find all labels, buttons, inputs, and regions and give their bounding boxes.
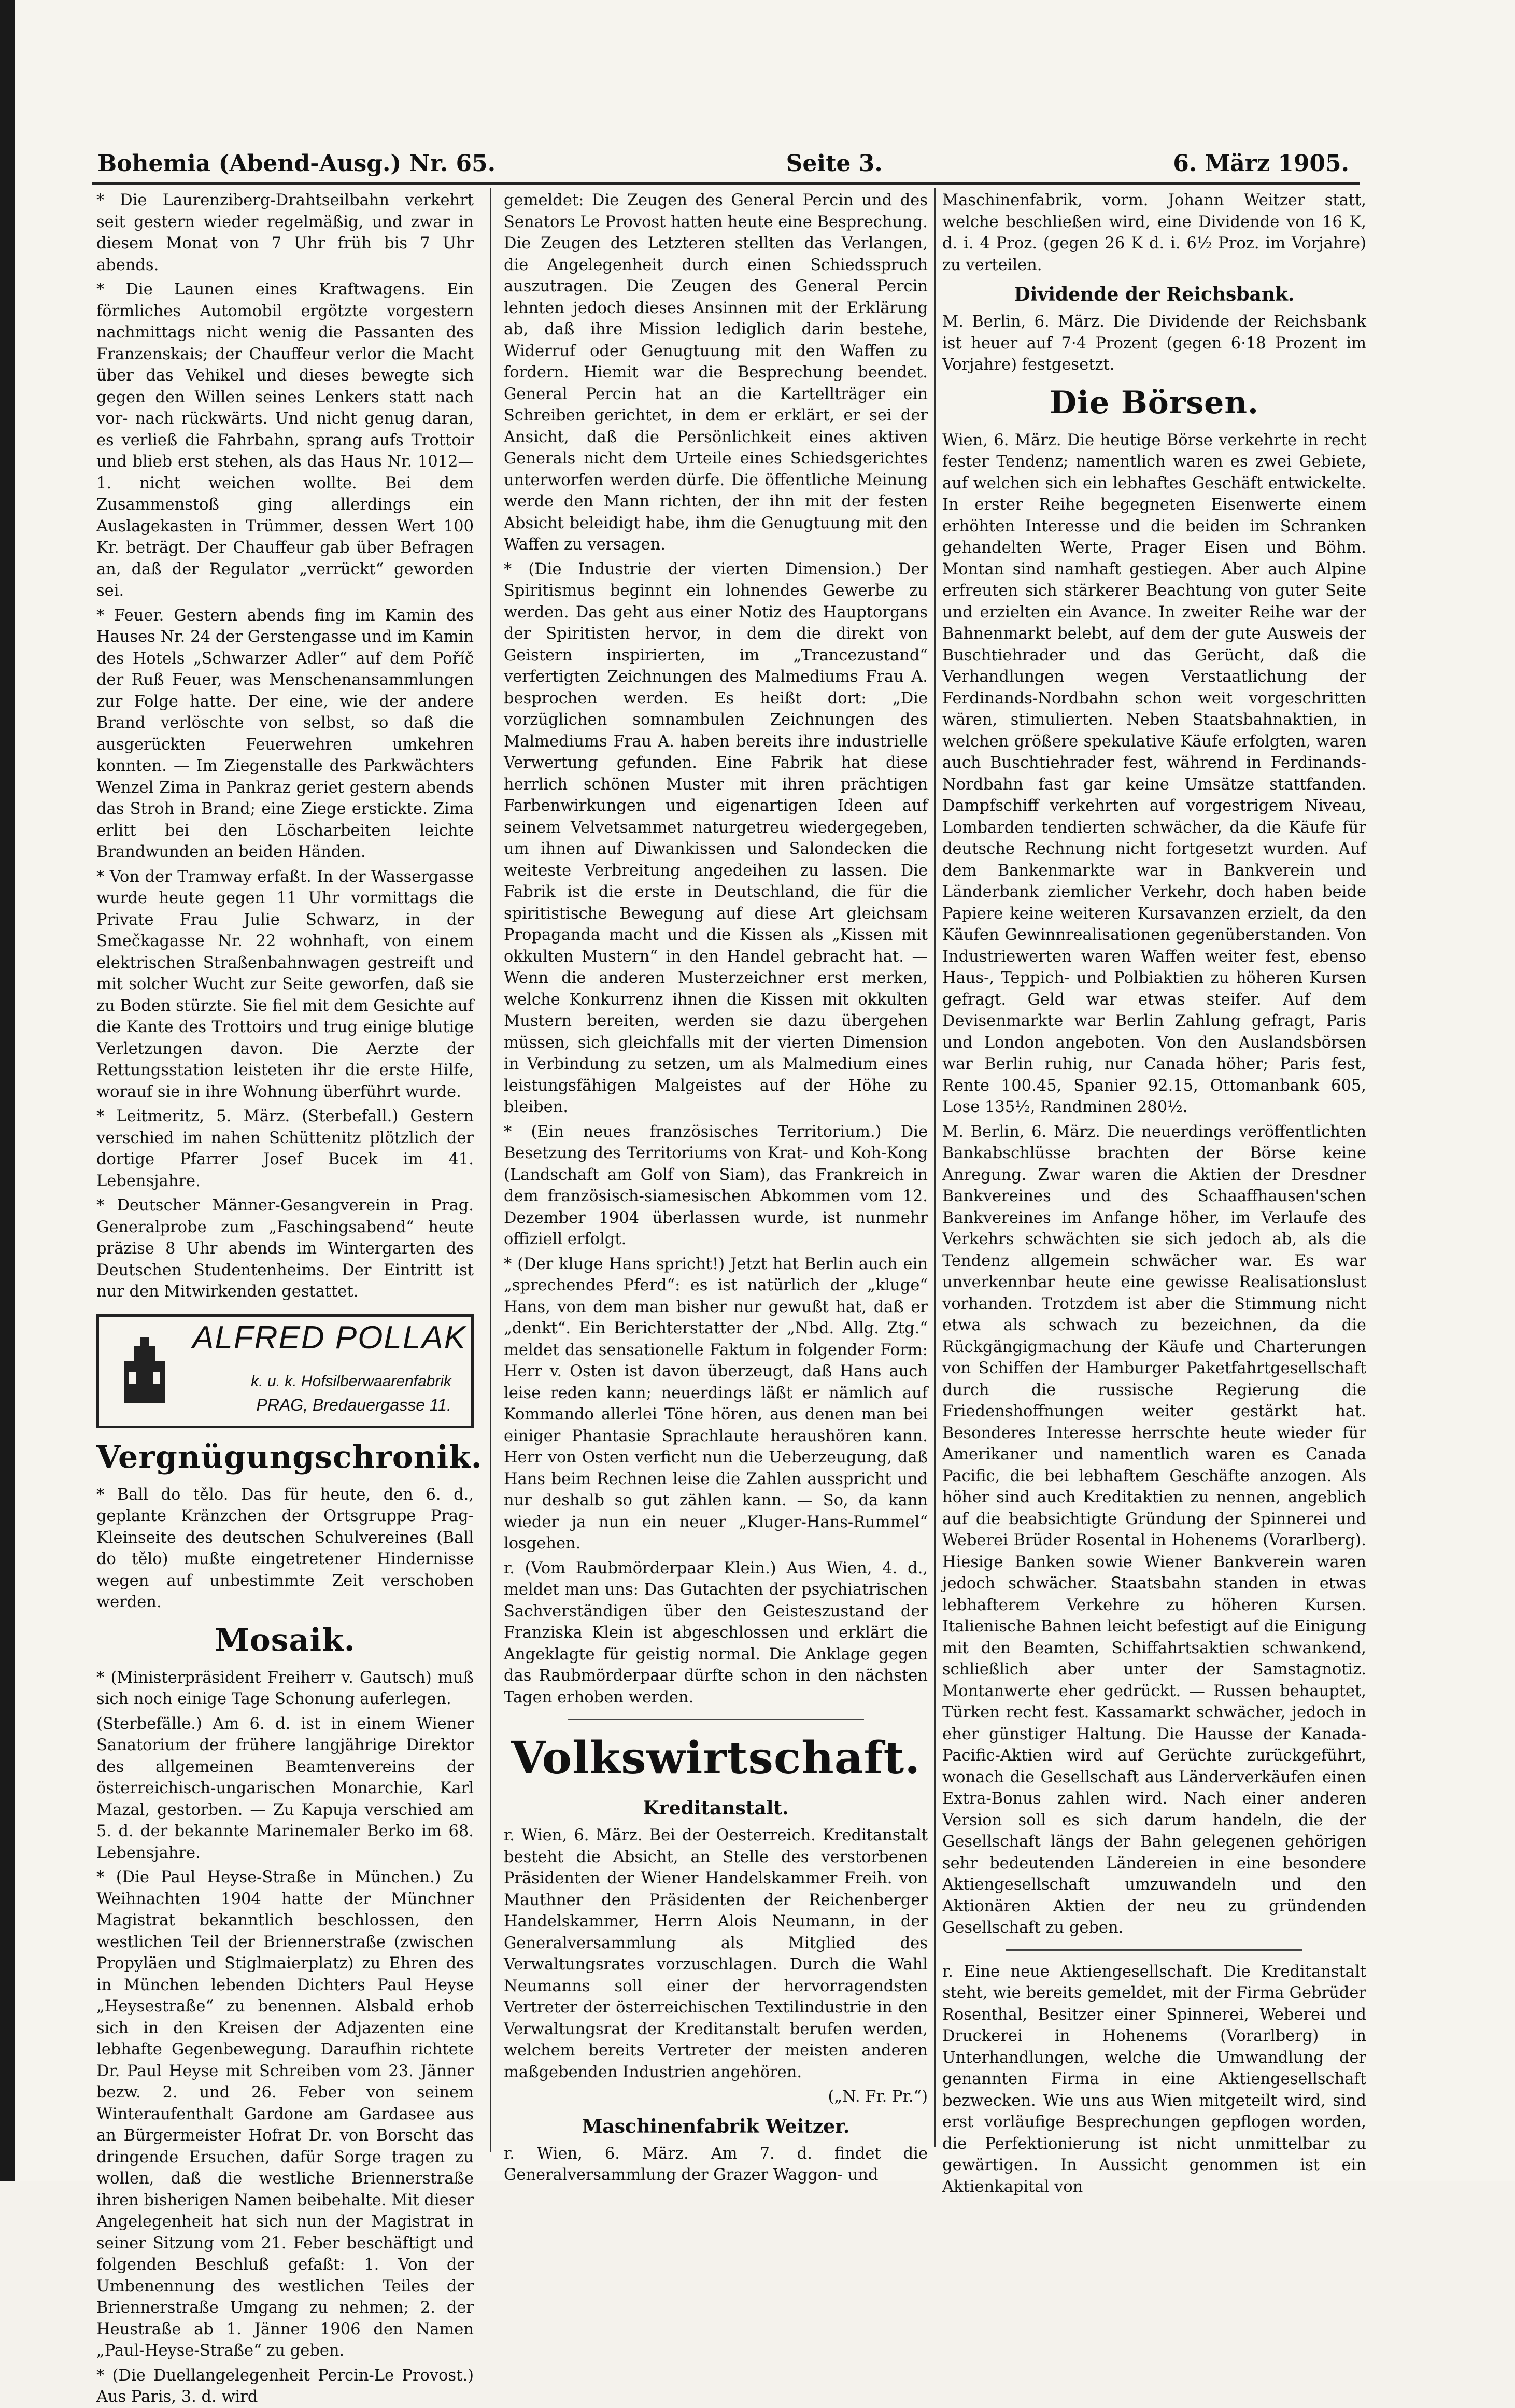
article-paragraph: * Die Laurenziberg-Drahtseilbahn verkehrt seit gestern wieder regelmäßig, und zwar in diesem Monat von 7 Uhr früh bis 7 Uhr abends.: [96, 191, 474, 274]
advertiser-business: k. u. k. Hofsilberwaarenfabrik: [251, 1372, 451, 1390]
article-paragraph: * Leitmeritz, 5. März. (Sterbefall.) Gestern verschied im nahen Schüttenitz plötzlich der dortige Pfarrer Josef Bucek im 41. Lebensjahre.: [96, 1107, 474, 1190]
subsection-heading: Maschinenfabrik Weitzer.: [582, 2115, 850, 2137]
subsection-heading: Dividende der Reichsbank.: [1014, 284, 1295, 305]
article-paragraph: * (Die Paul Heyse-Straße in München.) Zu Weihnachten 1904 hatte der Münchner Magistrat bekanntlich beschlossen, den westlichen Teil der Briennerstraße (zwischen Propyläen und Stiglmaierplatz) zu Ehren des in München lebenden Dichters Paul Heyse „Heysestraße“ zu benennen. Alsbald erhob sich in den Kreisen der Adjazenten eine lebhafte Gegenbewegung. Daraufhin richtete Dr. Paul Heyse mit Schreiben vom 23. Jänner bezw. 2. und 26. Feber von seinem Winteraufenthalt Gardone am Gardasee aus an Bürgermeister Hofrat Dr. von Borscht das dringende Ersuchen, dafür Sorge tragen zu wollen, daß die westliche Briennerstraße ihren bisherigen Namen beibehalte. Mit dieser Angelegenheit hat sich nun der Magistrat in seiner Sitzung vom 21. Feber beschäftigt und folgenden Beschluß gefaßt: 1. Von der Umbenennung des westlichen Teiles der Briennerstraße Umgang zu nehmen; 2. der Heustraße ab 1. Jänner 1906 den Namen „Paul-Heyse-Straße“ zu geben.: [96, 1868, 474, 2360]
article-paragraph: r. Eine neue Aktiengesellschaft. Die Kreditanstalt steht, wie bereits gemeldet, mit der Firma Gebrüder Rosenthal, Besitzer einer Spinnerei, Weberei und Druckerei in Hohenems (Vorarlberg) in Unterhandlungen, welche die Umwandlung der genannten Firma in eine Aktiengesellschaft bezwecken. Wie uns aus Wien mitgeteilt wird, sind erst vorläufige Besprechungen gepflogen worden, die Perfektionierung ist nicht unmittelbar zu gewärtigen. In Aussicht genommen ist ein Aktienkapital von: [942, 1962, 1366, 2196]
silverware-icon: [114, 1335, 176, 1408]
header-edition: Bohemia (Abend-Ausg.) Nr. 65.: [97, 150, 496, 177]
header-rule: [92, 182, 1360, 185]
section-separator: [568, 1719, 865, 1720]
column-1: [96, 190, 483, 2406]
section-heading: Volkswirtschaft.: [511, 1732, 921, 1784]
article-paragraph: * (Die Duellangelegenheit Percin-Le Provost.) Aus Paris, 3. d. wird: [96, 2366, 474, 2406]
article-paragraph: * Die Launen eines Kraftwagens. Ein förmliches Automobil ergötzte vorgestern nachmittags nicht wenig die Passanten des Franzenskais; der Chauffeur verlor die Macht über das Vehikel und dieses bewegte sich gegen den Willen seines Lenkers statt nach vor- nach rückwärts. Und nicht genug daran, es verließ die Fahrbahn, sprang aufs Trottoir und blieb erst stehen, als das Haus Nr. 1012—1. nicht weichen wollte. Bei dem Zusammenstoß ging allerdings ein Auslagekasten in Trümmer, dessen Wert 100 Kr. beträgt. Der Chauffeur gab über Befragen an, daß der Regulator „verrückt“ geworden sei.: [96, 280, 474, 600]
article-paragraph: r. (Vom Raubmörderpaar Klein.) Aus Wien, 4. d., meldet man uns: Das Gutachten der psychiatrischen Sachverständigen über den Geisteszustand der Franziska Klein ist abgeschlossen und erklärt die Angeklagte für geistig normal. Die Anklage gegen das Raubmörderpaar dürfte schon in den nächsten Tagen erhoben werden.: [504, 1559, 928, 1707]
article-paragraph: Wien, 6. März. Die heutige Börse verkehrte in recht fester Tendenz; namentlich waren es zwei Gebiete, auf welchen sich ein lebhaftes Geschäft entwickelte. In erster Reihe begegneten Eisenwerte einem erhöhten Interesse und die beiden im Schranken gehandelten Werte, Prager Eisen und Böhm. Montan sind namhaft gestiegen. Aber auch Alpine erfreuten sich stärkerer Beachtung von guter Seite und erzielten ein Avance. In zweiter Reihe war der Bahnenmarkt belebt, auf dem der gute Ausweis der Buschtiehrader und das Gerücht, daß die Verhandlungen wegen Verstaatlichung der Ferdinands-Nordbahn schon weit vorgeschritten wären, stimulierten. Neben Staatsbahnaktien, in welchen größere spekulative Käufe erfolgten, waren auch Buschtiehrader fest, während in Ferdinands-Nordbahn fast gar keine Umsätze stattfanden. Dampfschiff verkehrten auf vorgestrigem Niveau, Lombarden tendierten schwächer, da die Käufe für deutsche Rechnung nicht fortgesetzt wurden. Auf dem Bankenmarkte war in Bankverein und Länderbank ziemlicher Verkehr, doch haben beide Papiere keine weiteren Kursavanzen erzielt, da den Käufen Gewinnrealisationen gegenüberstanden. Von Industriewerten waren Waffen weiter fest, ebenso Haus-, Teppich- und Polbiaktien zu höheren Kursen gefragt. Geld war etwas steifer. Auf dem Devisenmarkte war Berlin Zahlung gefragt, Paris und London angeboten. Von den Auslandsbörsen war Berlin ruhig, nur Canada höher; Paris fest, Rente 100.45, Spanier 92.15, Ottomanbank 605, Lose 135½, Randminen 280½.: [942, 431, 1366, 1116]
article-paragraph: * (Ein neues französisches Territorium.) Die Besetzung des Territoriums von Krat- und Koh-Kong (Landschaft am Golf von Siam), das Frankreich in dem französisch-siamesischen Abkommen vom 12. Dezember 1904 überlassen wurde, ist nunmehr offiziell erfolgt.: [504, 1122, 928, 1248]
column-divider: [934, 188, 936, 2147]
advertiser-name: ALFRED POLLAK: [192, 1319, 467, 1356]
subsection-heading: Kreditanstalt.: [643, 1797, 789, 1819]
article-paragraph: * Von der Tramway erfaßt. In der Wassergasse wurde heute gegen 11 Uhr vormittags die Private Frau Julie Schwarz, in der Smečkagasse Nr. 22 wohnhaft, von einem elektrischen Straßenbahnwagen gestreift und mit solcher Wucht zur Seite geworfen, daß sie zu Boden stürzte. Sie fiel mit dem Gesichte auf die Kante des Trottoirs und trug einige blutige Verletzungen davon. Die Aerzte der Rettungsstation leisteten ihr die erste Hilfe, worauf sie in ihre Wohnung überführt wurde.: [96, 867, 474, 1101]
article-paragraph: * (Der kluge Hans spricht!) Jetzt hat Berlin auch ein „sprechendes Pferd“: es ist natürlich der „kluge“ Hans, von dem man bisher nur gewußt hat, daß er „denkt“. Ein Berichterstatter der „Nbd. Allg. Ztg.“ meldet das sensationelle Faktum in folgender Form: Herr v. Osten ist davon überzeugt, daß Hans auch leise reden kann; neuerdings läßt er nämlich auf Kommando allerlei Töne hören, aus denen man bei einiger Phantasie Sprachlaute heraushören kann. Herr von Osten verficht nun die Ueberzeugung, daß Hans beim Rechnen leise die Zahlen ausspricht und nur deshalb so gut zählen kann. — So, da kann wieder ja nun ein neuer „Kluger-Hans-Rummel“ losgehen.: [504, 1255, 928, 1553]
article-paragraph: gemeldet: Die Zeugen des General Percin und des Senators Le Provost hatten heute eine Besprechung. Die Zeugen des Letzteren stellten das Verlangen, die Angelegenheit durch einen Schiedsspruch auszutragen. Die Zeugen des General Percin lehnten jedoch dieses Ansinnen mit der Erklärung ab, daß ihre Mission lediglich darin bestehe, Widerruf oder Genugtuung mit den Waffen zu fordern. Hiemit war die Besprechung beendet. General Percin hat an die Kartellträger ein Schreiben gerichtet, in dem er erklärt, er sei der Ansicht, daß die Persönlichkeit eines aktiven Generals nicht dem Urteile eines Schiedsgerichtes unterworfen werden dürfe. Die öffentliche Meinung werde den Mann richten, der ihn mit der festen Absicht beleidigt habe, ihm die Genugtuung mit den Waffen zu versagen.: [504, 191, 928, 554]
section-heading: Die Börsen.: [1050, 384, 1259, 421]
section-separator: [1006, 1949, 1303, 1951]
header-page-number: Seite 3.: [786, 150, 883, 177]
article-paragraph: * (Ministerpräsident Freiherr v. Gautsch) muß sich noch einige Tage Schonung auferlegen.: [96, 1668, 474, 1708]
article-paragraph: r. Wien, 6. März. Am 7. d. findet die Generalversammlung der Grazer Waggon- und: [504, 2144, 928, 2184]
column-2: [504, 190, 928, 2184]
article-paragraph: M. Berlin, 6. März. Die neuerdings veröffentlichten Bankabschlüsse brachten der Börse keine Anregung. Zwar waren die Aktien der Dresdner Bankvereines und des Schaaffhausen'schen Bankvereines im Anfange höher, im Verlaufe des Verkehrs schwächten sie sich jedoch ab, als die Tendenz allgemein schwächer war. Es war unverkennbar heute eine gewisse Realisationslust vorhanden. Trotzdem ist aber die Stimmung nicht etwa als schwach zu bezeichnen, da die Rückgängigmachung der Käufe und Charterungen von Schiffen der Hamburger Paketfahrtgesellschaft durch die russische Regierung die Friedenshoffnungen weiter gestärkt hat. Besonderes Interesse herrschte heute wieder für Amerikaner und namentlich waren es Canada Pacific, die bei lebhaftem Geschäfte anzogen. Als höher sind auch Kreditaktien zu nennen, angeblich auf die beabsichtigte Gründung der Spinnerei und Weberei Brüder Rosental in Hohenems (Vorarlberg). Hiesige Banken sowie Wiener Bankverein waren jedoch schwächer. Staatsbahn standen in etwas lebhafterem Verkehre zu höheren Kursen. Italienische Bahnen leicht befestigt auf die Einigung mit den Beamten, Schiffahrtsaktien schwankend, schließlich aber unter der Samstagnotiz. Montanwerte eher gedrückt. — Russen behauptet, Türken recht fest. Kassamarkt schwächer, jedoch in eher günstiger Haltung. Die Hausse der Kanada-Pacific-Aktien wird auf Gerüchte zurückgeführt, wonach die Gesellschaft aus Länderverkäufen einen Extra-Bonus zahlen wird. Nach einer anderen Version soll es sich darum handeln, die der Gesellschaft längs der Bahn gelegenen gehörigen sehr bedeutenden Ländereien in eine besondere Aktiengesellschaft umzuwandeln und den Aktionären Aktien der neu zu gründenden Gesellschaft zu geben.: [942, 1122, 1366, 1937]
scan-edge: [0, 0, 15, 2181]
article-paragraph: (Sterbefälle.) Am 6. d. ist in einem Wiener Sanatorium der frühere langjährige Direktor des allgemeinen Beamtenvereins der österreichisch-ungarischen Monarchie, Karl Mazal, gestorben. — Zu Kapuja verschied am 5. d. der bekannte Marinemaler Berko im 68. Lebensjahre.: [96, 1714, 474, 1862]
page-header: [97, 150, 1349, 181]
article-paragraph: r. Wien, 6. März. Bei der Oesterreich. Kreditanstalt besteht die Absicht, an Stelle des verstorbenen Präsidenten der Wiener Handelskammer Freih. von Mauthner den Präsidenten der Reichenberger Handelskammer, Herrn Alois Neumann, in der Generalversammlung als Mitglied des Verwaltungsrates vorzuschlagen. Durch die Wahl Neumanns soll einer der hervorragendsten Vertreter der österreichischen Textilindustrie in den Verwaltungsrat der Kreditanstalt berufen werden, welchem bereits Vertreter der meisten anderen maßgebenden Industrien angehören.: [504, 1826, 928, 2081]
source-attribution: („N. Fr. Pr.“): [828, 2088, 928, 2106]
article-paragraph: * Deutscher Männer-Gesangverein in Prag. Generalprobe zum „Faschingsabend“ heute präzise 8 Uhr abends im Wintergarten des Deutschen Studentenheims. Der Eintritt ist nur den Mitwirkenden gestattet.: [96, 1196, 474, 1301]
advertisement-pollak: [96, 1314, 474, 1428]
header-date: 6. März 1905.: [1173, 150, 1349, 177]
article-paragraph: M. Berlin, 6. März. Die Dividende der Reichsbank ist heuer auf 7·4 Prozent (gegen 6·18 Prozent im Vorjahre) festgesetzt.: [942, 313, 1366, 374]
section-heading: Vergnügungschronik.: [96, 1439, 483, 1475]
section-heading: Mosaik.: [215, 1622, 356, 1658]
article-paragraph: Maschinenfabrik, vorm. Johann Weitzer statt, welche beschließen wird, eine Dividende von 16 K, d. i. 4 Proz. (gegen 26 K d. i. 6½ Proz. im Vorjahre) zu verteilen.: [942, 191, 1366, 274]
column-divider: [490, 188, 491, 2152]
column-3: [942, 190, 1366, 2196]
article-paragraph: * (Die Industrie der vierten Dimension.) Der Spiritismus beginnt ein lohnendes Gewerbe zu werden. Das geht aus einer Notiz des Hauptorgans der Spiritisten hervor, in dem die direkt von Geistern inspirierten, im „Trancezustand“ verfertigten Zeichnungen des Malmediums Frau A. besprochen werden. Es heißt dort: „Die vorzüglichen somnambulen Zeichnungen des Malmediums Frau A. haben bereits ihre industrielle Verwertung gefunden. Eine Fabrik hat diese herrlich schönen Muster mit ihren prächtigen Farbenwirkungen und eigenartigen Ideen auf seinem Velvetsammet naturgetreu wiedergegeben, um ihnen auf Diwankissen und Salondecken die weiteste Verbreitung angedeihen zu lassen. Die Fabrik ist die erste in Deutschland, die für die spiritistische Bewegung auf diese Art gleichsam Propaganda macht und die Kissen als „Kissen mit okkulten Mustern“ in den Handel gebracht hat. — Wenn die anderen Musterzeichner erst merken, welche Konkurrenz ihnen die Kissen mit okkulten Mustern bereiten, werden sie dazu übergehen müssen, sich gleichfalls mit der vierten Dimension in Verbindung zu setzen, um als Malmedium eines leistungsfähigen Malgeistes auf der Höhe zu bleiben.: [504, 560, 928, 1116]
advertiser-address: PRAG, Bredauergasse 11.: [256, 1395, 451, 1414]
article-paragraph: * Ball do tělo. Das für heute, den 6. d., geplante Kränzchen der Ortsgruppe Prag-Kleinseite des deutschen Schulvereines (Ball do tělo) mußte eingetretener Hindernisse wegen auf unbestimmte Zeit verschoben werden.: [96, 1485, 474, 1611]
article-paragraph: * Feuer. Gestern abends fing im Kamin des Hauses Nr. 24 der Gerstengasse und im Kamin des Hotels „Schwarzer Adler“ auf dem Poříč der Ruß Feuer, was Menschenansammlungen zur Folge hatte. Der eine, wie der andere Brand verlöschte von selbst, so daß die ausgerückten Feuerwehren umkehren konnten. — Im Ziegenstalle des Parkwächters Wenzel Zima in Pankraz geriet gestern abends das Stroh in Brand; eine Ziege erstickte. Zima erlitt bei den Löscharbeiten leichte Brandwunden an beiden Händen.: [96, 606, 474, 861]
